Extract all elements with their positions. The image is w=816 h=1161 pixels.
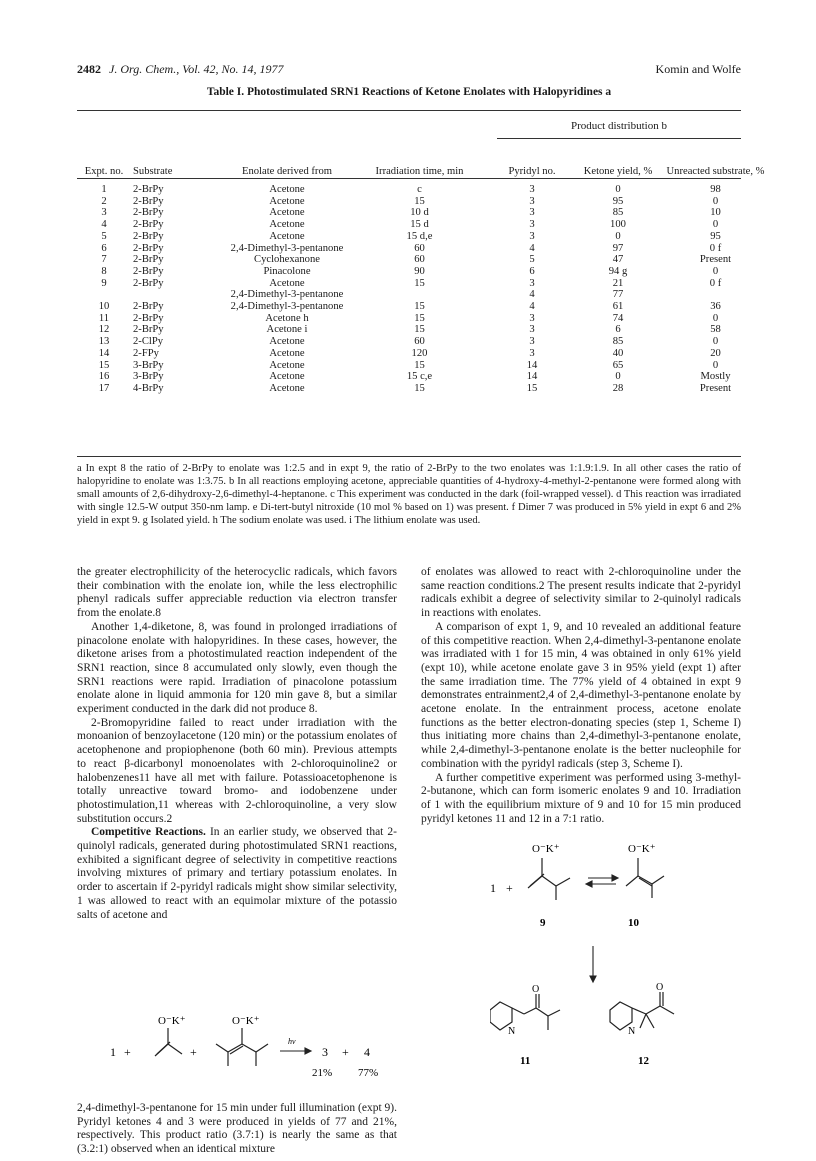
table-cell	[77, 289, 131, 301]
yield-label: 21%	[312, 1067, 333, 1079]
table-cell: Acetone	[269, 184, 305, 195]
table-cell: 3	[529, 207, 535, 219]
table-cell: 0	[615, 184, 621, 195]
table-cell: 94 g	[608, 265, 628, 277]
scheme-isomeric-enolates	[490, 838, 730, 1070]
plus-sign: +	[124, 1045, 131, 1059]
atom-label: N	[508, 1026, 516, 1037]
table-row	[77, 254, 769, 266]
header-left	[77, 62, 284, 77]
table-cell: 13	[98, 336, 110, 348]
table-cell: Acetone	[269, 195, 305, 207]
table-cell: Acetone	[269, 347, 305, 359]
paragraph: A comparison of expt 1, 9, and 10 revealed an additional feature of this competitive reaction. When 2,4-dimethyl-3-pentanone enolate was irradiated with 1 for 15 min, 4 was obtained in only 61% yield (expt 10), while acetone enolate gave 3 in 95% yield (expt 1) after the same irradiation time. The 77% yield of 4 obtained in expt 9 demonstrates entrainment2,4 of 2,4-dimethyl-3-pentanone enolate by acetone enolate. In the entrainment process, acetone enolate functions as the better electron-donating species (step 1, Scheme I) thus initiating more chains than 2,4-dimethyl-3-pentanone enolate, while 2,4-dimethyl-3-pentanone enolate is the better nucleophile for combination with the pyridyl radicals (step 3, Scheme I).	[421, 620, 741, 770]
table-cell: 2-ClPy	[133, 336, 164, 348]
table-cell: 0	[712, 219, 719, 231]
table-row	[77, 289, 769, 301]
table-cell: c	[417, 184, 422, 195]
table-cell: 3	[101, 207, 107, 219]
table-cell: 2-FPy	[133, 347, 159, 359]
equilibrium-arrows	[586, 875, 618, 887]
table-row	[77, 383, 769, 395]
page-number: 2482	[77, 62, 101, 76]
enolate-charge-label: O⁻K⁺	[158, 1015, 186, 1027]
table-cell: 15	[98, 359, 110, 371]
reaction-arrow	[280, 1048, 311, 1054]
table-cell: 2	[101, 195, 107, 207]
compound-label: 11	[520, 1055, 531, 1067]
compound-label: 9	[540, 917, 546, 929]
table-cell: Acetone	[269, 230, 305, 242]
table-row	[77, 371, 769, 383]
table-cell: 15	[414, 195, 425, 207]
reactant-label: 1	[490, 881, 496, 895]
table-cell: Cyclohexanone	[254, 254, 320, 266]
paragraph: A further competitive experiment was performed using 3-methyl-2-butanone, which can form isomeric enolates 9 and 10. Irradiation of 1 with the equilibrium mixture of 9 and 10 for 15 min produced pyridyl ketones 11 and 12 in a 7:1 ratio.	[421, 771, 741, 825]
table-cell: 15	[526, 382, 538, 394]
table-cell: 14	[526, 371, 538, 383]
table-cell: Acetone	[269, 336, 305, 348]
table-cell: 10	[710, 207, 721, 219]
table-cell: 77	[612, 289, 624, 301]
journal-citation: J. Org. Chem., Vol. 42, No. 14, 1977	[109, 62, 284, 76]
right-column	[421, 566, 741, 826]
table-cell: 20	[710, 347, 721, 359]
table-cell: Acetone	[269, 207, 305, 219]
table-cell: 15	[414, 312, 425, 324]
table-cell: Pinacolone	[263, 265, 311, 277]
table-cell: 65	[612, 359, 624, 371]
table-cell: 74	[612, 312, 624, 324]
table-cell: 60	[414, 336, 425, 348]
col-header: Irradiation time, min	[375, 166, 464, 178]
table-cell: 2-BrPy	[133, 324, 164, 336]
table-cell: 12	[98, 324, 110, 336]
compound-label: 12	[638, 1055, 649, 1067]
table-cell: 0	[615, 230, 621, 242]
table-row	[77, 336, 769, 348]
table-cell: 3	[529, 277, 535, 289]
ketone-11-structure	[490, 994, 560, 1030]
table-cell: Present	[699, 382, 732, 394]
product-distribution-header: Product distribution b	[571, 120, 667, 132]
table-cell: 2-BrPy	[133, 207, 164, 219]
table-cell: 3	[529, 324, 535, 336]
results-table	[77, 150, 769, 395]
paragraph	[77, 826, 397, 922]
table-cell: 1	[101, 184, 107, 195]
col-header: Expt. no.	[84, 166, 124, 178]
group-header-rule	[497, 138, 741, 139]
table-cell: 95	[710, 230, 721, 242]
table-cell: 4	[529, 242, 535, 254]
table-cell: 3	[529, 195, 535, 207]
paragraph: the greater electrophilicity of the heterocyclic radicals, which favors their combination with the enolate ion, while the less electrophilic phenyl radicals suffer appreciable reduction via electron transfer from the enolate.8	[77, 566, 397, 620]
table-cell: 2-BrPy	[133, 312, 164, 324]
table-cell: 2-BrPy	[133, 184, 164, 195]
table-row	[77, 301, 769, 313]
table-cell: 60	[414, 254, 425, 266]
reactant-label: 1	[110, 1045, 116, 1059]
atom-label: O	[532, 984, 540, 995]
table-row	[77, 219, 769, 231]
table-row	[77, 196, 769, 208]
table-cell: 61	[612, 301, 624, 313]
table-cell: 120	[411, 347, 428, 359]
table-cell: Acetone	[269, 277, 305, 289]
dimethylpentanone-enolate-structure	[216, 1028, 268, 1066]
table-cell: Acetone	[269, 371, 305, 383]
table-footnotes: a In expt 8 the ratio of 2-BrPy to enolate was 1:2.5 and in expt 9, the ratio of 2-BrPy to the two enolates was 1:1.9:1.9. In all other cases the ratio of halopyridine to enolate was 1:3.75. b In all reactions employing acetone, appreciable quantities of 4-hydroxy-4-methyl-2-pentanone were formed along with small amounts of 2,6-dihydroxy-2,6-dimethyl-4-heptanone. c This experiment was conducted in the dark (foil-wrapped vessel). d This reaction was irradiated with single 12.5-W output 350-nm lamp. e Di-tert-butyl nitroxide (10 mol % based on 1) was present. f Dimer 7 was produced in 5% yield in expt 6 and 2% yield in expt 9. g Isolated yield. h The sodium enolate was used. i The lithium enolate was used.	[77, 463, 741, 526]
table-row	[77, 348, 769, 360]
col-header: Pyridyl no.	[508, 166, 556, 178]
table-cell: 90	[414, 265, 425, 277]
left-column-bottom	[77, 1102, 397, 1157]
table-cell: 0	[712, 265, 719, 277]
table-cell: 15	[414, 277, 425, 289]
table-cell: 15 c,e	[406, 371, 433, 383]
table-cell: 58	[710, 324, 721, 336]
table-cell: 15 d	[410, 219, 429, 231]
plus-sign: +	[342, 1045, 349, 1059]
table-cell: 21	[612, 277, 624, 289]
table-cell: Present	[699, 254, 732, 266]
table-cell: 0	[712, 359, 719, 371]
table-cell: 2-BrPy	[133, 242, 164, 254]
atom-label: O	[656, 982, 664, 993]
table-cell: 5	[101, 230, 107, 242]
scheme-competitive-reaction	[100, 1008, 400, 1098]
ketone-12-structure	[610, 992, 674, 1030]
table-cell: 8	[101, 265, 107, 277]
table-cell: 98	[710, 184, 721, 195]
table-row	[77, 180, 769, 196]
table-cell: 2-BrPy	[133, 195, 164, 207]
table-cell: 6	[529, 265, 535, 277]
table-cell: 10	[98, 301, 110, 313]
table-cell: 100	[610, 219, 626, 231]
table-cell: 6	[615, 324, 621, 336]
table-cell: 2-BrPy	[133, 254, 164, 266]
table-cell: 3	[529, 184, 535, 195]
table-cell: 0	[615, 371, 621, 383]
product-label: 3	[322, 1045, 328, 1059]
section-heading: Competitive Reactions.	[91, 826, 206, 839]
table-cell: 4	[529, 301, 535, 313]
table-row	[77, 324, 769, 336]
table-cell: 3	[529, 336, 535, 348]
plus-sign: +	[190, 1045, 197, 1059]
table-cell: 16	[98, 371, 110, 383]
header-authors: Komin and Wolfe	[655, 62, 741, 76]
table-cell: 15	[414, 382, 425, 394]
table-top-rule	[77, 110, 741, 111]
table-cell: 3	[529, 230, 535, 242]
table-cell: Acetone	[269, 359, 305, 371]
table-cell	[131, 289, 225, 301]
table-cell: 17	[98, 382, 110, 394]
paragraph: Another 1,4-diketone, 8, was found in prolonged irradiations of pinacolone enolate with halopyridines. In these cases, however, the diketone arises from a photostimulated reaction independent of the SRN1 reaction, since 8 accumulated only slowly, even though the SRN1 reactions were rapid. Irradiation of pinacolone potassium enolate alone in liquid ammonia for 120 min gave 8, but a similar experiment conducted in the dark did not produce 8.	[77, 620, 397, 716]
table-cell: 0	[712, 312, 719, 324]
running-header	[77, 62, 741, 78]
col-header: Ketone yield, %	[583, 166, 653, 178]
table-cell: 15	[414, 359, 425, 371]
table-cell: 5	[529, 254, 535, 266]
table-cell: 6	[101, 242, 107, 254]
table-row	[77, 278, 769, 290]
table-cell: 2-BrPy	[133, 265, 164, 277]
table-cell	[662, 289, 769, 301]
table-cell: Acetone h	[265, 312, 309, 324]
table-cell: 47	[612, 254, 624, 266]
table-cell	[349, 289, 490, 301]
table-cell: 85	[612, 336, 624, 348]
table-cell: 3	[529, 219, 535, 231]
enolate-charge-label: O⁻K⁺	[232, 1015, 260, 1027]
table-cell: 0	[712, 336, 719, 348]
enolate-9-structure	[528, 858, 570, 900]
table-row	[77, 313, 769, 325]
table-cell: 0 f	[709, 242, 722, 254]
table-cell: 2-BrPy	[133, 219, 164, 231]
table-cell: 7	[101, 254, 107, 266]
table-cell: 0 f	[709, 277, 722, 289]
table-cell: 4	[529, 289, 535, 301]
paragraph-text: In an earlier study, we observed that 2-quinolyl radicals, generated during photostimulated SRN1 reactions, exhibited a significant degree of selectivity in competitive reactions involving mixtures of primary and tertiary potassium enolates. In order to ascertain if 2-pyridyl radicals might show similar selectivity, 1 was allowed to react with an equimolar mixture of the potassio salts of acetone and	[77, 826, 398, 921]
table-row	[77, 266, 769, 278]
table-cell: 14	[526, 359, 538, 371]
left-column-top	[77, 566, 397, 922]
table-cell: 15	[414, 324, 425, 336]
table-cell: 3	[529, 312, 535, 324]
table-cell: 95	[612, 195, 624, 207]
paragraph: 2-Bromopyridine failed to react under irradiation with the monoanion of benzoylacetone (120 min) or the potassium enolates of acetophenone and propiophenone (both 60 min). Previous attempts to react β-dicarbonyl monoenolates with 2-chloroquinoline2 or halobenzenes11 have all met with failure. Potassioacetophenone is totally unreactive toward bromo- and iodobenzene under photostimulation,11 whereas with 2-chloroquinoline, a very slow substitution occurs.2	[77, 716, 397, 825]
compound-label: 10	[628, 917, 639, 929]
down-arrow	[590, 946, 596, 982]
table-cell: 97	[612, 242, 624, 254]
table-cell: 10 d	[410, 207, 429, 219]
yield-label: 77%	[358, 1067, 379, 1079]
table-cell: 3-BrPy	[133, 359, 164, 371]
col-header: Enolate derived from	[241, 166, 332, 178]
table-cell: 15 d,e	[406, 230, 433, 242]
table-cell: 2-BrPy	[133, 301, 164, 313]
table-cell: 2,4-Dimethyl-3-pentanone	[230, 242, 344, 254]
table-cell: 3	[529, 347, 535, 359]
paragraph: of enolates was allowed to react with 2-chloroquinoline under the same reaction conditions.2 The present results indicate that 2-pyridyl radicals exhibit a degree of selectivity similar to 2-quinolyl radicals in reactions with enolates.	[421, 566, 741, 620]
table-cell: 60	[414, 242, 425, 254]
table-cell: 2,4-Dimethyl-3-pentanone	[230, 289, 344, 301]
table-cell: Acetone	[269, 219, 305, 231]
table-cell: 2,4-Dimethyl-3-pentanone	[230, 301, 344, 313]
table-cell: Acetone i	[266, 324, 308, 336]
table-cell: Mostly	[700, 371, 731, 383]
col-header: Substrate	[133, 166, 173, 178]
table-row	[77, 231, 769, 243]
table-cell: 4-BrPy	[133, 382, 164, 394]
table-cell: 85	[612, 207, 624, 219]
product-label: 4	[364, 1045, 370, 1059]
table-cell: 2-BrPy	[133, 277, 164, 289]
acetone-enolate-structure	[155, 1028, 182, 1056]
paragraph: 2,4-dimethyl-3-pentanone for 15 min under full illumination (expt 9). Pyridyl ketones 4 and 3 were produced in yields of 77 and 21%, respectively. This product ratio (3.7:1) is nearly the same as that (3.2:1) observed when an identical mixture	[77, 1102, 398, 1156]
enolate-10-structure	[626, 858, 664, 898]
table-cell: 36	[710, 301, 721, 313]
table-cell: 9	[101, 277, 107, 289]
table-cell: 3-BrPy	[133, 371, 164, 383]
table-cell: 28	[612, 382, 624, 394]
plus-sign: +	[506, 881, 513, 895]
table-cell: 2-BrPy	[133, 230, 164, 242]
table-cell: Acetone	[269, 382, 305, 394]
table-cell: 15	[414, 301, 425, 313]
table-cell: 4	[101, 219, 107, 231]
col-header: Unreacted substrate, %	[666, 166, 765, 178]
irradiation-label: hν	[288, 1037, 296, 1046]
enolate-charge-label: O⁻K⁺	[532, 843, 560, 855]
table-cell: 14	[98, 347, 110, 359]
enolate-charge-label: O⁻K⁺	[628, 843, 656, 855]
table-row	[77, 360, 769, 372]
table-cell: 11	[98, 312, 110, 324]
atom-label: N	[628, 1026, 636, 1037]
table-row	[77, 207, 769, 219]
table-cell: 40	[612, 347, 624, 359]
table-bottom-rule	[77, 456, 741, 457]
table-row	[77, 243, 769, 255]
table-title: Table I. Photostimulated SRN1 Reactions of Ketone Enolates with Halopyridines a	[206, 86, 612, 98]
table-cell: 0	[712, 195, 719, 207]
